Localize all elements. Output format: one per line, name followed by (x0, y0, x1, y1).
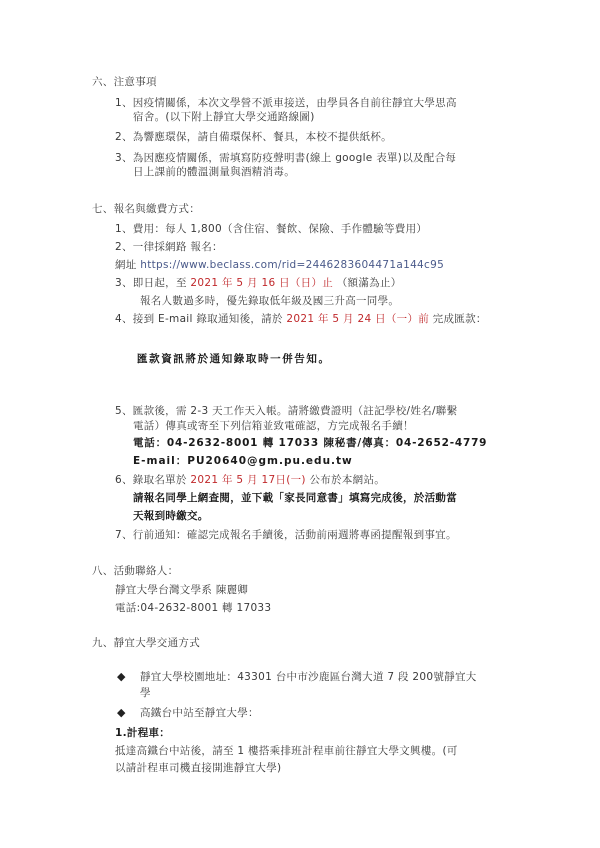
diamond-bullet-icon: ◆ (117, 706, 126, 719)
s6-item-1-cont: 宿舍。(以下附上靜宜大學交通路線圖) (133, 111, 315, 123)
s7-item-4-deadline: 2021 年 5 月 24 日（一）前 (286, 313, 430, 325)
s6-item-2: 2、為響應環保，請自備環保杯、餐具，本校不提供紙杯。 (115, 131, 392, 143)
s7-item-3-deadline: 2021 年 5 月 16 日（日）止 (190, 277, 334, 289)
contact-phone: 電話:04-2632-8001 轉 17033 (115, 602, 272, 614)
s7-item-2: 2、一律採網路 報名： (115, 241, 223, 253)
s7-item-1: 1、費用：每人 1,800（含住宿、餐飲、保險、手作體驗等費用） (115, 223, 428, 235)
section-8-heading: 八、活動聯絡人： (92, 565, 179, 577)
campus-address-cont: 學 (140, 687, 151, 699)
s7-item-4-pre: 4、接到 E-mail 錄取通知後，請於 (115, 313, 283, 325)
s7-item-6-post: 公布於本網站。 (309, 474, 386, 486)
taxi-heading: 1.計程車： (115, 727, 171, 739)
s6-item-1: 1、因疫情關係，本次文學營不派車接送，由學員各自前往靜宜大學思高 (115, 97, 457, 109)
s6-item-3: 3、為因應疫情關係，需填寫防疫聲明書(線上 google 表單)以及配合每 (115, 152, 457, 164)
contact-email: E-mail：PU20640@gm.pu.edu.tw (133, 455, 353, 467)
s7-item-6-pre: 6、錄取名單於 (115, 474, 187, 486)
contact-phone-fax: 電話：04-2632-8001 轉 17033 陳秘書/傳真：04-2652-4779 (133, 437, 488, 449)
s7-item-4-post: 完成匯款： (432, 313, 487, 325)
s7-item-3-pre: 3、即日起，至 (115, 277, 187, 289)
s7-item-4 (115, 312, 487, 326)
contact-person: 靜宜大學台灣文學系 陳麗卿 (115, 584, 249, 596)
s7-item-6-instruction: 請報名同學上網查閱，並下載「家長同意書」填寫完成後，於活動當 (133, 492, 457, 504)
registration-url-link[interactable]: https://www.beclass.com/rid=2446283604471a144c95 (140, 259, 445, 271)
taxi-instructions-cont: 以請計程車司機直接開進靜宜大學) (115, 762, 282, 774)
s7-item-5: 5、匯款後，需 2-3 天工作天入帳。請將繳費證明（註記學校/姓名/聯繫 (115, 405, 458, 417)
s7-item-5-cont: 電話）傳真或寄至下列信箱並致電確認，方完成報名手續！ (133, 420, 414, 432)
s7-item-6-instruction-cont: 天報到時繳交。 (133, 510, 209, 522)
s7-item-3-note: 報名人數過多時，優先錄取低年級及國三升高一同學。 (140, 295, 400, 307)
s7-item-3-post: （額滿為止） (336, 277, 402, 289)
section-9-heading: 九、靜宜大學交通方式 (92, 637, 200, 649)
s7-item-6-date: 2021 年 5 月 17日(一) (190, 474, 306, 486)
s7-item-3 (115, 276, 402, 290)
s6-item-3-cont: 日上課前的體溫測量與酒精消毒。 (133, 166, 295, 178)
remittance-note: 匯款資訊將於通知錄取時一併告知。 (137, 353, 331, 365)
section-7-heading: 七、報名與繳費方式： (92, 203, 200, 215)
url-label: 網址 (115, 259, 137, 271)
s7-url-row (115, 258, 444, 272)
s7-item-6 (115, 473, 385, 487)
section-6-heading: 六、注意事項 (92, 76, 157, 88)
s7-item-7: 7、行前通知：確認完成報名手續後，活動前兩週將專函提醒報到事宜。 (115, 529, 457, 541)
taxi-instructions: 抵達高鐵台中站後，請至 1 樓搭乘排班計程車前往靜宜大學文興樓。(可 (115, 745, 458, 757)
diamond-bullet-icon: ◆ (117, 670, 126, 683)
campus-address: 靜宜大學校園地址：43301 台中市沙鹿區台灣大道 7 段 200號靜宜大 (140, 671, 477, 683)
hsr-route-heading: 高鐵台中站至靜宜大學： (140, 707, 259, 719)
